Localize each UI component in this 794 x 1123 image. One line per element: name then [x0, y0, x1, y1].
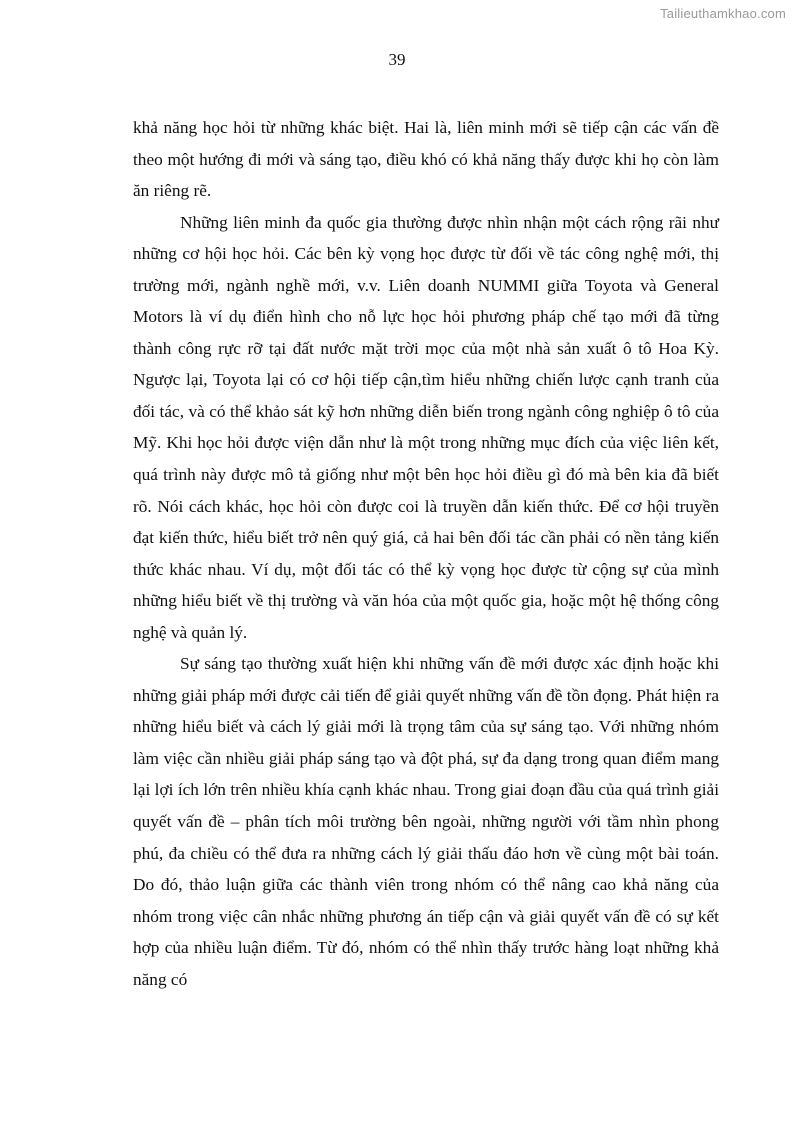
watermark: Tailieuthamkhao.com: [660, 6, 786, 21]
paragraph: Những liên minh đa quốc gia thường được nhìn nhận một cách rộng rãi như những cơ hội học hỏi. Các bên kỳ vọng học được từ đối về tác công nghệ mới, thị trường mới, ngành nghề mới, v.v. Liên doanh NUMMI giữa Toyota và General Motors là ví dụ điển hình cho nỗ lực học hỏi phương pháp chế tạo mới đã từng thành công rực rỡ tại đất nước mặt trời mọc của một nhà sản xuất ô tô Hoa Kỳ. Ngược lại, Toyota lại có cơ hội tiếp cận,tìm hiểu những chiến lược cạnh tranh của đối tác, và có thể khảo sát kỹ hơn những diễn biến trong ngành công nghiệp ô tô của Mỹ. Khi học hỏi được viện dẫn như là một trong những mục đích của việc liên kết, quá trình này được mô tả giống như một bên học hỏi điều gì đó mà bên kia đã biết rõ. Nói cách khác, học hỏi còn được coi là truyền dẫn kiến thức. Để cơ hội truyền đạt kiến thức, hiểu biết trở nên quý giá, cả hai bên đối tác cần phải có nền tảng kiến thức khác nhau. Ví dụ, một đối tác có thể kỳ vọng học được từ cộng sự của mình những hiểu biết về thị trường và văn hóa của một quốc gia, hoặc một hệ thống công nghệ và quản lý.: [133, 212, 719, 642]
paragraph: Sự sáng tạo thường xuất hiện khi những vấn đề mới được xác định hoặc khi những giải pháp mới được cải tiến để giải quyết những vấn đề tồn đọng. Phát hiện ra những hiểu biết và cách lý giải mới là trọng tâm của sự sáng tạo. Với những nhóm làm việc cần nhiều giải pháp sáng tạo và đột phá, sự đa dạng trong quan điểm mang lại lợi ích lớn trên nhiều khía cạnh khác nhau. Trong giai đoạn đầu của quá trình giải quyết vấn đề – phân tích môi trường bên ngoài, những người với tầm nhìn phong phú, đa chiều có thể đưa ra những cách lý giải thấu đáo hơn về cùng một bài toán. Do đó, thảo luận giữa các thành viên trong nhóm có thể nâng cao khả năng của nhóm trong việc cân nhắc những phương án tiếp cận và giải quyết vấn đề có sự kết hợp của nhiều luận điểm. Từ đó, nhóm có thể nhìn thấy trước hàng loạt những khả năng có: [133, 654, 719, 989]
document-body: [133, 112, 719, 995]
page-number: 39: [388, 50, 406, 69]
paragraph-continuation: khả năng học hỏi từ những khác biệt. Hai là, liên minh mới sẽ tiếp cận các vấn đề theo một hướng đi mới và sáng tạo, điều khó có khả năng thấy được khi họ còn làm ăn riêng rẽ.: [133, 118, 719, 201]
